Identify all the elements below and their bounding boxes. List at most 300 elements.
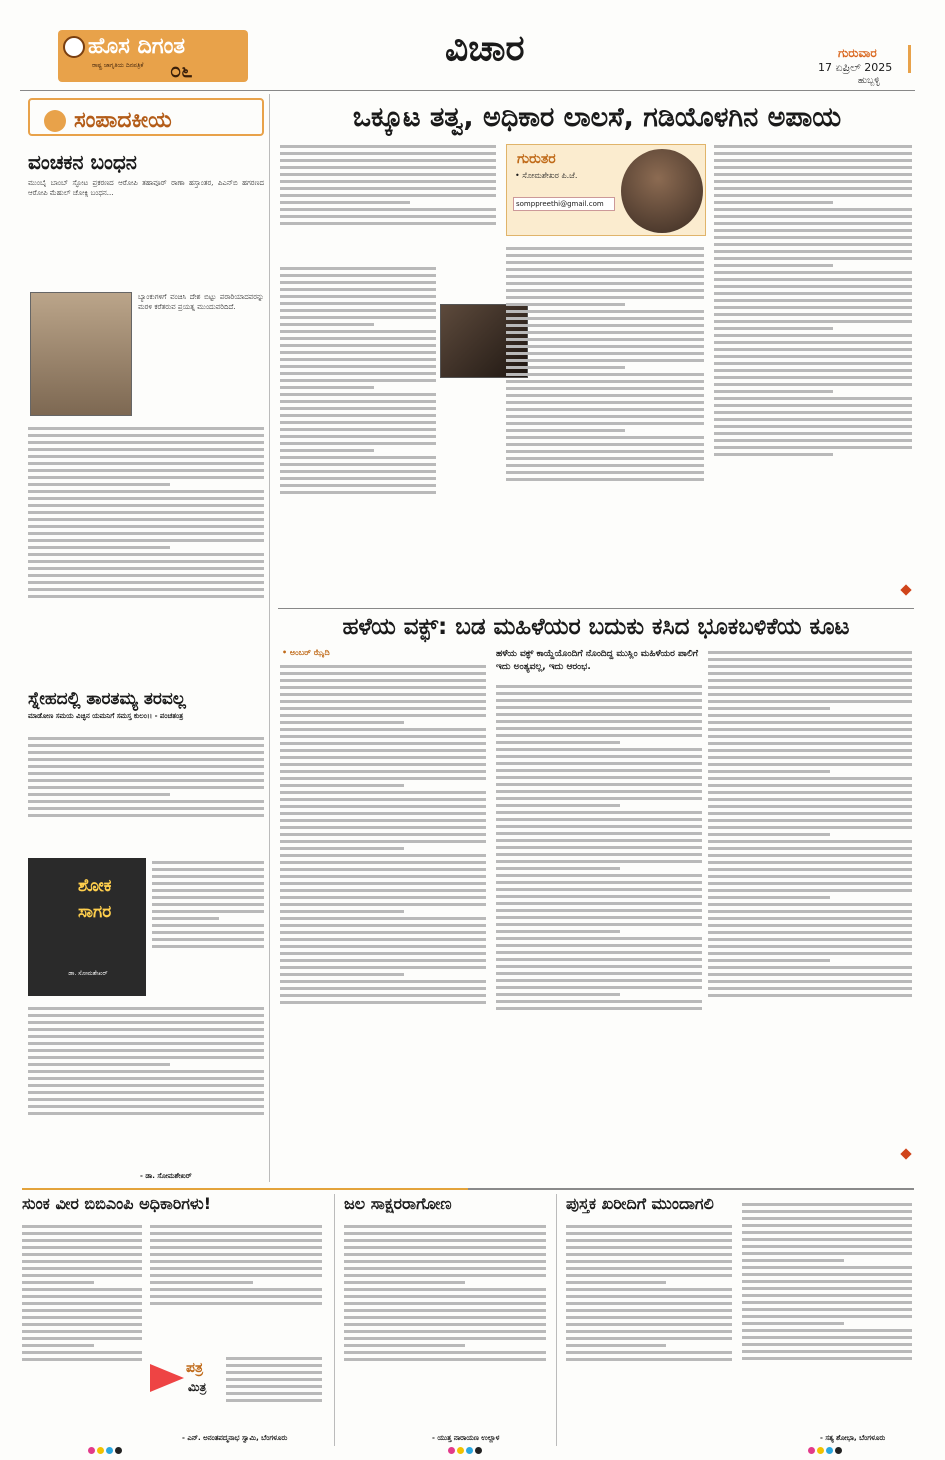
text-line [714,425,912,428]
text-line [280,826,486,829]
patra-label: ಪತ್ರ [186,1360,203,1376]
text-line [28,1070,264,1073]
text-line [742,1217,912,1220]
text-line [28,539,264,542]
text-line [280,145,496,148]
text-line [566,1239,732,1242]
text-line [280,987,486,990]
text-line [496,692,702,695]
text-line [714,362,912,365]
text-line [280,833,486,836]
text-line [506,429,625,432]
text-line [496,706,702,709]
text-line [566,1316,732,1319]
text-line [280,973,404,976]
text-line [714,264,833,267]
text-line [344,1267,546,1270]
letter-3 [566,1194,912,1444]
text-line [280,812,486,815]
text-line [226,1385,322,1388]
text-line [280,784,404,787]
text-line [22,1330,142,1333]
text-line [280,945,486,948]
text-line [280,700,486,703]
text-line [714,166,912,169]
editorial-body-lead: ಮುಂಬೈ ಬಾಂಬ್ ಸ್ಫೋಟ ಪ್ರಕರಣದ ಆರೋಪಿ ತಹಾವೂರ್ ರಾಣಾ ಹಸ್ತಾಂತರ, ಪಿಎನ್‌ಬಿ ಹಗರಣದ ಆರೋಪಿ ಮೆಹುಲ್ ಚೋಕ್ಸಿ ಬಂಧನ... [28,179,264,197]
text-line [506,324,704,327]
text-line [280,351,436,354]
text-line [566,1267,732,1270]
text-line [714,376,912,379]
text-line [708,903,912,906]
text-line [28,567,264,570]
text-line [496,811,702,814]
letter-2-body [344,1222,546,1430]
print-registration-dots [88,1446,124,1457]
main-article-area [278,94,914,1182]
text-line [506,443,704,446]
text-line [506,464,704,467]
text-line [344,1281,465,1284]
text-line [280,421,436,424]
columnist-email: somppreethi@gmail.com [513,197,615,211]
text-line [714,194,912,197]
text-line [742,1266,912,1269]
text-line [708,651,912,654]
text-line [506,380,704,383]
text-line [708,756,912,759]
text-line [506,261,704,264]
letter-1-signature: - ಎನ್. ಅನಂತಪದ್ಮನಾಭ ಸ್ವಾಮಿ, ಬೆಂಗಳೂರು [182,1434,288,1442]
text-line [714,348,912,351]
text-line [506,310,704,313]
text-line [566,1225,732,1228]
text-line [280,435,436,438]
text-line [280,442,436,445]
letter-2 [344,1194,546,1444]
text-line [708,798,912,801]
edge-marker [908,45,911,73]
text-line [28,441,264,444]
text-line [708,805,912,808]
text-line [280,679,486,682]
text-line [344,1253,546,1256]
text-line [742,1308,912,1311]
text-line [280,896,486,899]
text-line [150,1295,322,1298]
text-line [714,418,912,421]
text-line [566,1295,732,1298]
text-line [280,798,486,801]
text-line [280,180,496,183]
text-line [714,404,912,407]
text-line [708,987,912,990]
text-line [28,434,264,437]
text-line [714,278,912,281]
text-line [22,1358,142,1361]
text-line [496,923,702,926]
text-line [280,707,486,710]
text-line [22,1253,142,1256]
text-line [28,532,264,535]
edition-city: ಹುಬ್ಬಳ್ಳಿ [858,76,880,86]
text-line [280,756,486,759]
text-line [150,1253,322,1256]
text-line [742,1224,912,1227]
text-line [496,755,702,758]
text-line [708,700,912,703]
text-line [28,588,264,591]
text-line [708,791,912,794]
text-line [496,790,702,793]
text-line [496,888,702,891]
text-line [280,330,436,333]
text-line [714,334,912,337]
text-line [22,1344,94,1347]
text-line [280,222,496,225]
sagara-label: ಸಾಗರ [78,902,112,922]
text-line [506,352,704,355]
text-line [150,1288,322,1291]
paper-plane-icon [150,1364,184,1392]
header-divider [20,90,915,91]
text-line [506,366,625,369]
text-line [28,1077,264,1080]
text-line [742,1294,912,1297]
text-line [506,387,704,390]
editorial-body-side: ಬ್ಯಾಂಕುಗಳಿಗೆ ವಂಚಿಸಿ ದೇಶ ಬಿಟ್ಟು ಪರಾರಿಯಾದವರನ್ನು ಮರಳಿ ಕರೆತರುವ ಪ್ರಯತ್ನ ಮುಂದುವರಿದಿದೆ. [138,293,264,311]
text-line [566,1323,732,1326]
text-line [506,373,704,376]
text-line [708,938,912,941]
text-line [708,980,912,983]
letter-2-signature: - ಯುತ್ತ ನಾರಾಯಣ ಉಲ್ಲಾಳ [432,1434,500,1442]
print-registration-dots-3 [808,1446,844,1457]
text-line [280,931,486,934]
text-line [28,1028,264,1031]
text-line [708,735,912,738]
text-line [280,672,486,675]
text-line [280,344,436,347]
text-line [280,854,486,857]
editorial-banner-label: ಸಂಪಾದಕೀಯ [74,108,172,133]
text-line [28,1056,264,1059]
text-line [22,1337,142,1340]
text-line [566,1309,732,1312]
text-line [28,525,264,528]
text-line [280,966,486,969]
text-line [566,1337,732,1340]
text-line [280,994,486,997]
letter-1-headline: ಸುಂಕ ವೀರ ಬಿಬಿಎಂಪಿ ಅಧಿಕಾರಿಗಳು! [22,1194,212,1213]
text-line [714,187,912,190]
text-line [28,462,264,465]
text-line [708,889,912,892]
text-line [708,854,912,857]
text-line [506,422,704,425]
text-line [280,665,486,668]
text-line [280,819,486,822]
text-line [28,504,264,507]
letter-1 [22,1194,322,1444]
text-line [344,1246,546,1249]
text-line [28,483,170,486]
text-line [22,1316,142,1319]
text-line [280,208,496,211]
shoka-caption: ಡಾ. ಸೋಮಶೇಖರ್ [68,970,108,977]
text-line [714,208,912,211]
text-line [280,749,486,752]
text-line [280,456,436,459]
text-line [22,1246,142,1249]
text-line [22,1302,142,1305]
text-line [22,1260,142,1263]
text-line [280,917,486,920]
text-line [714,292,912,295]
text-line [28,1105,264,1108]
text-line [280,861,486,864]
text-line [742,1273,912,1276]
text-line [280,889,486,892]
text-line [708,896,830,899]
text-line [708,868,912,871]
section-title: ವಿಚಾರ [445,28,525,69]
text-line [708,861,912,864]
text-line [28,786,264,789]
text-line [506,359,704,362]
text-line [742,1259,844,1262]
text-line [496,727,702,730]
text-line [152,861,264,864]
waqf-body-col2 [496,682,702,1152]
text-line [280,194,496,197]
text-line [280,393,436,396]
text-line [28,511,264,514]
text-line [714,243,912,246]
text-line [566,1274,732,1277]
issue-date: 17 ಏಪ್ರಿಲ್ 2025 [818,61,893,74]
text-line [506,471,704,474]
text-line [280,491,436,494]
text-line [708,812,912,815]
text-line [496,804,620,807]
text-line [280,924,486,927]
text-line [28,758,264,761]
text-line [714,236,912,239]
text-line [28,1035,264,1038]
text-line [280,959,486,962]
text-line [506,331,704,334]
text-line [150,1239,322,1242]
text-line [280,686,486,689]
text-line [152,889,264,892]
text-line [506,303,625,306]
text-line [714,215,912,218]
patra-mitra-graphic [150,1354,220,1404]
text-line [28,581,264,584]
text-line [496,783,702,786]
text-line [708,966,912,969]
text-line [566,1351,732,1354]
text-line [280,386,374,389]
text-line [280,721,404,724]
text-line [708,924,912,927]
text-line [714,432,912,435]
text-line [344,1288,546,1291]
text-line [280,288,436,291]
text-line [496,713,702,716]
text-line [566,1281,666,1284]
text-line [280,875,486,878]
text-line [566,1246,732,1249]
text-line [714,285,912,288]
text-line [344,1351,546,1354]
text-line [708,833,830,836]
text-line [496,993,620,996]
text-line [28,1091,264,1094]
article-divider [278,608,914,609]
mitra-label: ಮಿತ್ರ [188,1380,207,1394]
text-line [150,1281,253,1284]
text-line [714,159,912,162]
text-line [496,909,702,912]
text-line [742,1287,912,1290]
editorial-headline: ವಂಚಕನ ಬಂಧನ [28,150,137,174]
text-line [152,896,264,899]
editorial-logo-icon [44,110,66,132]
text-line [344,1302,546,1305]
text-line [714,327,833,330]
text-line [496,951,702,954]
text-line [226,1378,322,1381]
text-line [28,427,264,430]
text-line [344,1309,546,1312]
editorial-body-continued [28,424,264,674]
text-line [280,714,486,717]
text-line [22,1225,142,1228]
text-line [506,268,704,271]
text-line [496,944,702,947]
text-line [28,490,264,493]
text-line [280,173,496,176]
text-line [708,917,912,920]
text-line [708,658,912,661]
text-line [280,847,404,850]
text-line [496,930,620,933]
text-line [344,1330,546,1333]
text-line [566,1288,732,1291]
text-line [496,1000,702,1003]
text-line [742,1231,912,1234]
text-line [708,875,912,878]
text-line [22,1288,142,1291]
letters-band-rule [22,1188,914,1190]
text-line [28,793,170,796]
columnist-name: • ಸೋಮಶೇಖರ ಪಿ.ಜೆ. [515,171,578,180]
text-line [714,313,912,316]
text-line [280,316,436,319]
text-line [152,945,264,948]
text-line [742,1315,912,1318]
text-line [506,478,704,481]
text-line [22,1323,142,1326]
text-line [742,1301,912,1304]
text-line [28,476,264,479]
text-line [28,469,264,472]
main-body-col1 [280,264,436,594]
text-line [496,881,702,884]
text-line [708,777,912,780]
text-line [708,679,912,682]
text-line [496,902,702,905]
text-line [280,868,486,871]
text-line [28,574,264,577]
text-line [506,296,704,299]
text-line [22,1267,142,1270]
text-line [28,1063,170,1066]
text-line [152,917,219,920]
text-line [742,1252,912,1255]
text-line [708,665,912,668]
text-line [506,457,704,460]
text-line [708,826,912,829]
text-line [152,903,264,906]
text-line [496,699,702,702]
editorial-banner [28,98,264,136]
text-line [714,320,912,323]
newspaper-tagline: ರಾಷ್ಟ್ರ ಜಾಗೃತಿಯ ದಿನಪತ್ರಿಕೆ [92,62,144,69]
text-line [506,247,704,250]
text-line [496,916,702,919]
shoka-label: ಶೋಕ [78,876,112,896]
text-line [344,1323,546,1326]
text-line [280,728,486,731]
text-line [708,973,912,976]
text-line [152,931,264,934]
text-line [742,1357,912,1360]
letter-1-body-c [226,1354,322,1424]
text-line [280,477,436,480]
text-line [708,707,830,710]
text-line [280,414,436,417]
text-line [506,450,704,453]
text-line [280,166,496,169]
text-line [496,965,702,968]
text-line [22,1309,142,1312]
text-line [496,685,702,688]
waqf-author: • ಅಂಬರ್ ಝೈದಿ [282,648,330,657]
text-line [28,737,264,740]
text-line [152,875,264,878]
text-line [280,805,486,808]
text-line [280,840,486,843]
text-line [496,846,702,849]
text-line [150,1267,322,1270]
text-line [714,145,912,148]
text-line [344,1337,546,1340]
text-line [496,762,702,765]
sneha-subhead: ಮಾಡೋಣ ಸಮಯ ವಿಚ್ಛಿನ ಯಮನಿಗೆ ಸಮಸ್ತ ಕುಲಂ।। - ಪಂಚತಂತ್ರ [28,712,184,720]
text-line [566,1330,732,1333]
text-line [150,1246,322,1249]
text-line [714,299,912,302]
text-line [280,449,374,452]
text-line [226,1392,322,1395]
sneha-signature: - ಡಾ. ಸೋಮಶೇಖರ್ [140,1172,192,1180]
text-line [280,407,436,410]
letter-1-body-a [22,1222,142,1430]
text-line [708,770,830,773]
